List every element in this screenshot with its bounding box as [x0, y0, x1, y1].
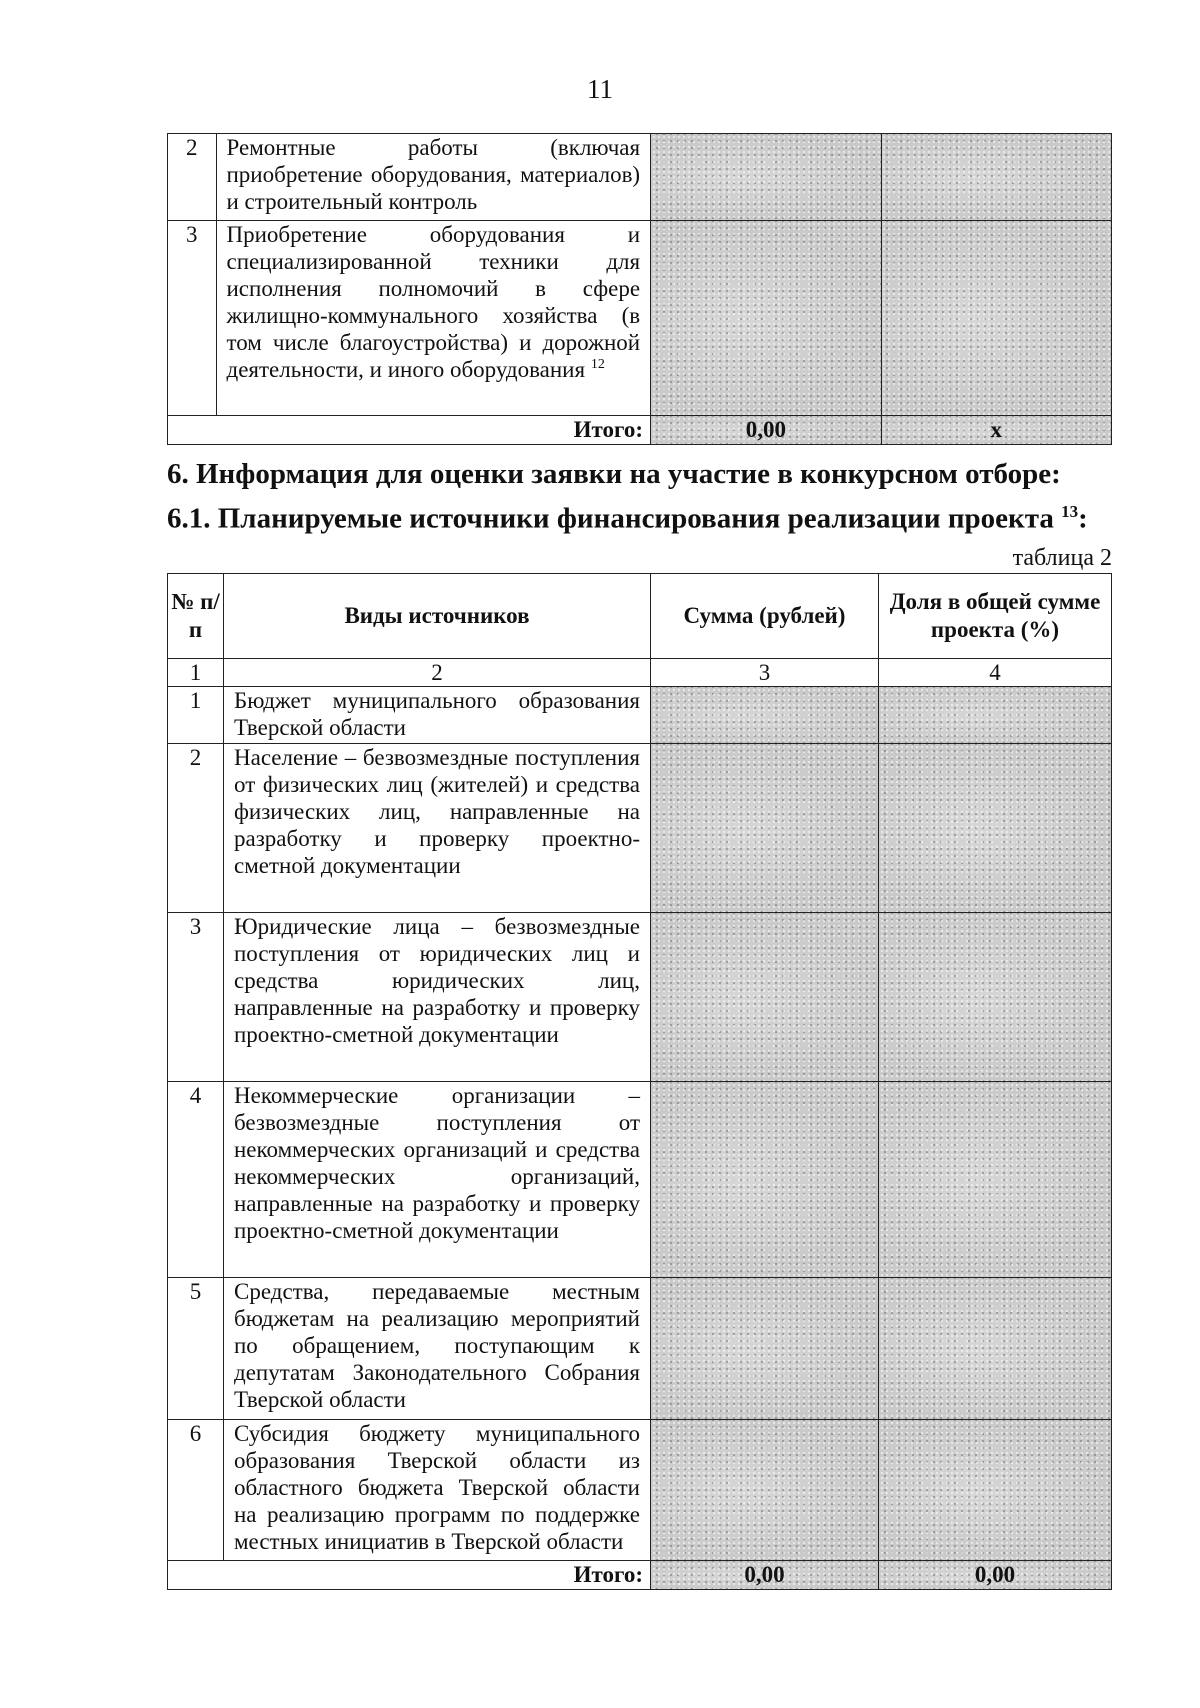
footnote-marker: 12 — [590, 357, 605, 372]
row-description: Приобретение оборудования и специализированной техники для исполнения полномочий в сфере жилищно-коммунального хозяйства (в том числе благоустройства) и дорожной деятельности, и иного оборудования $^{12}$ — [216, 221, 651, 416]
section-6-heading: 6. Информация для оценки заявки на участие в конкурсном отборе: — [167, 458, 1061, 490]
column-number-row — [168, 659, 1112, 687]
row-number: 4 — [168, 1082, 224, 1278]
column-number: 4 — [879, 659, 1112, 687]
total-share: 0,00 — [879, 1561, 1112, 1590]
row-number: 5 — [168, 1278, 224, 1420]
sum-cell — [651, 221, 881, 416]
header-sum: Сумма (рублей) — [651, 574, 879, 659]
sum-cell — [651, 1082, 879, 1278]
total-label: Итого: — [168, 1561, 651, 1590]
header-num: № п/п — [168, 574, 224, 659]
sum-cell — [651, 744, 879, 913]
sum-cell — [651, 1278, 879, 1420]
share-cell — [879, 913, 1112, 1082]
funding-sources-table — [167, 573, 1112, 1590]
table-row — [168, 134, 1112, 221]
share-cell — [879, 1420, 1112, 1561]
table-row — [168, 1082, 1112, 1278]
header-row — [168, 574, 1112, 659]
column-number: 1 — [168, 659, 224, 687]
row-description: Ремонтные работы (включая приобретение оборудования, материалов) и строительный контроль — [216, 134, 651, 221]
table-row — [168, 1278, 1112, 1420]
table-caption: таблица 2 — [1012, 545, 1112, 571]
page-number: 11 — [587, 74, 613, 104]
row-number: 2 — [168, 744, 224, 913]
row-number: 1 — [168, 687, 224, 744]
row-number: 2 — [168, 134, 217, 221]
row-number: 3 — [168, 913, 224, 1082]
row-description: Бюджет муниципального образования Тверской области — [224, 687, 651, 744]
row-number: 3 — [168, 221, 217, 416]
share-cell — [879, 687, 1112, 744]
sum-cell — [651, 913, 879, 1082]
total-sum: 0,00 — [651, 1561, 879, 1590]
share-cell — [879, 1278, 1112, 1420]
sum-cell — [651, 1420, 879, 1561]
row-description: Некоммерческие организации – безвозмездные поступления от некоммерческих организаций и средства некоммерческих организаций, направленные на разработку и проверку проектно-сметной документации — [224, 1082, 651, 1278]
footnote-marker: 13 — [1061, 502, 1079, 521]
total-row — [168, 416, 1112, 445]
share-cell — [881, 134, 1111, 221]
expenses-table — [167, 133, 1112, 445]
total-sum: 0,00 — [651, 416, 881, 445]
total-share: x — [881, 416, 1111, 445]
column-number: 2 — [224, 659, 651, 687]
share-cell — [881, 221, 1111, 416]
total-row — [168, 1561, 1112, 1590]
sum-cell — [651, 687, 879, 744]
row-description: Субсидия бюджету муниципального образования Тверской области из областного бюджета Тверской области на реализацию программ по поддержке местных инициатив в Тверской области — [224, 1420, 651, 1561]
row-description: Средства, передаваемые местным бюджетам на реализацию мероприятий по обращением, поступающим к депутатам Законодательного Собрания Тверской области — [224, 1278, 651, 1420]
row-description: Население – безвозмездные поступления от физических лиц (жителей) и средства физических лиц, направленные на разработку и проверку проектно-сметной документации — [224, 744, 651, 913]
column-number: 3 — [651, 659, 879, 687]
row-number: 6 — [168, 1420, 224, 1561]
table-row — [168, 744, 1112, 913]
share-cell — [879, 744, 1112, 913]
header-type: Виды источников — [224, 574, 651, 659]
table-row — [168, 1420, 1112, 1561]
table-row — [168, 687, 1112, 744]
sum-cell — [651, 134, 881, 221]
table-row — [168, 913, 1112, 1082]
total-label: Итого: — [168, 416, 651, 445]
row-description: Юридические лица – безвозмездные поступления от юридических лиц и средства юридических лиц, направленные на разработку и проверку проектно-сметной документации — [224, 913, 651, 1082]
share-cell — [879, 1082, 1112, 1278]
table-row — [168, 221, 1112, 416]
header-share: Доля в общей сумме проекта (%) — [879, 574, 1112, 659]
section-6-1-heading: 6.1. Планируемые источники финансирования реализации проекта $^{13}$: — [167, 502, 1088, 535]
